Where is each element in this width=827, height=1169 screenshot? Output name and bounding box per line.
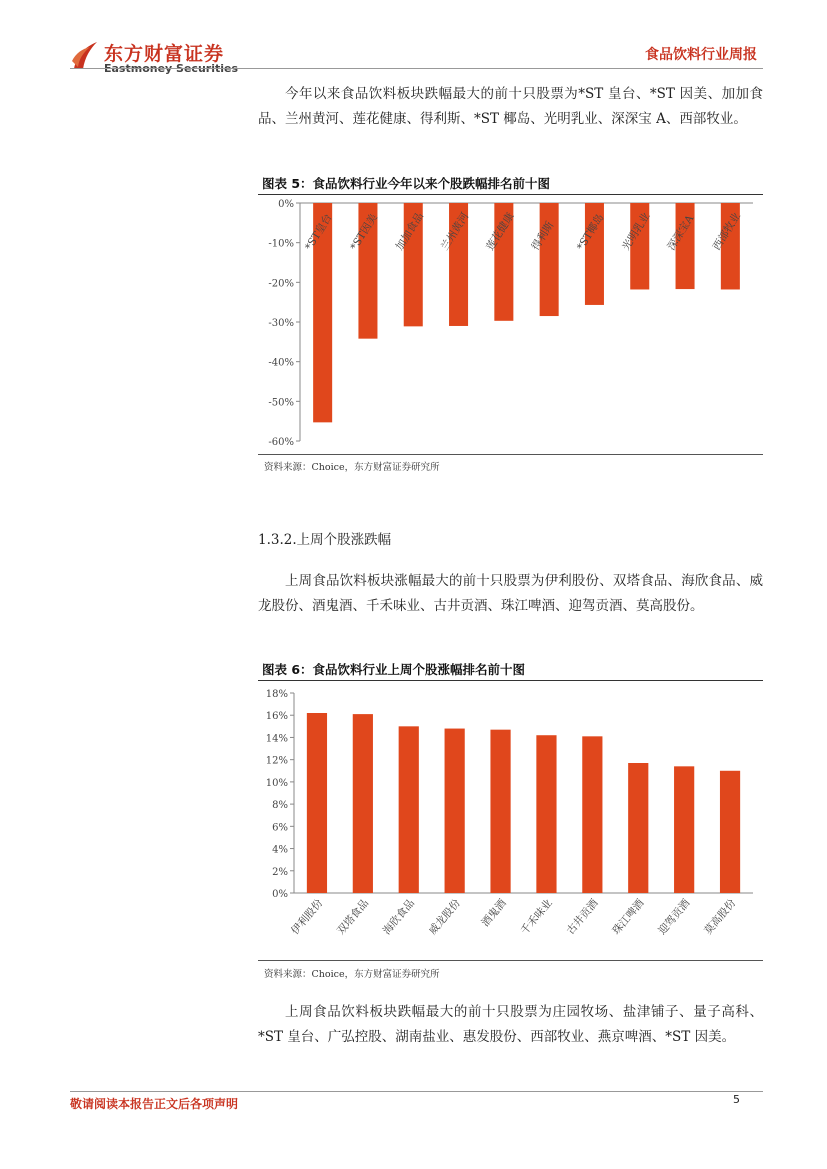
x-tick-label: 伊利股份: [289, 897, 326, 938]
x-tick-label: 双塔食品: [334, 897, 372, 938]
figure6-bar-chart: [258, 681, 763, 959]
bar: [445, 729, 465, 893]
bar: [628, 763, 648, 893]
bar: [490, 730, 510, 893]
x-tick-label: *ST因美: [348, 211, 380, 253]
y-tick-label: 0%: [272, 889, 288, 900]
figure5-bar-chart: [258, 195, 763, 453]
x-tick-label: 酒鬼酒: [479, 897, 509, 930]
y-tick-label: 4%: [272, 844, 288, 856]
y-tick-label: -30%: [268, 318, 294, 329]
y-tick-label: -20%: [268, 278, 294, 290]
paragraph-weekly-gainers: 上周食品饮料板块涨幅最大的前十只股票为伊利股份、双塔食品、海欣食品、威龙股份、酒鬼酒、千禾味业、古井贡酒、珠江啤酒、迎驾贡酒、莫高股份。: [258, 573, 763, 614]
x-tick-label: 海欣食品: [380, 897, 418, 938]
figure5-source: 资料来源：Choice，东方财富证券研究所: [264, 462, 440, 473]
figure6-bottom-rule: [258, 960, 763, 961]
y-tick-label: 16%: [265, 711, 288, 723]
x-tick-label: 加加食品: [393, 210, 427, 253]
bar: [399, 726, 419, 893]
logo-chinese-name: 东方财富证券: [104, 43, 225, 65]
y-tick-label: -60%: [268, 437, 294, 448]
x-tick-label: 古井贡酒: [564, 897, 601, 938]
bar: [674, 766, 694, 893]
bar: [582, 736, 602, 893]
x-tick-label: 深深宝A: [665, 213, 697, 253]
x-tick-label: 西部牧业: [710, 210, 744, 253]
footer-disclaimer: 敬请阅读本报告正文后各项声明: [70, 1097, 239, 1111]
x-tick-label: 迎驾贡酒: [656, 897, 693, 938]
x-tick-label: 莫高股份: [702, 897, 739, 938]
y-tick-label: -10%: [268, 238, 294, 250]
x-tick-label: 得利斯: [529, 219, 557, 253]
report-type: 食品饮料行业周报: [645, 47, 757, 63]
y-tick-label: 18%: [265, 689, 288, 700]
header-divider: [70, 68, 763, 69]
x-tick-label: 威龙股份: [426, 897, 463, 938]
footer-divider: [70, 1091, 763, 1092]
x-tick-label: 珠江啤酒: [610, 897, 647, 938]
company-logo: [70, 37, 250, 81]
paragraph-ytd-decliners: 今年以来食品饮料板块跌幅最大的前十只股票为*ST 皇台、*ST 因美、加加食品、兰州黄河、莲花健康、得利斯、*ST 椰岛、光明乳业、深深宝 A、西部牧业。: [258, 86, 763, 127]
figure6-caption: 图表 6：食品饮料行业上周个股涨幅排名前十图: [262, 662, 526, 677]
y-tick-label: 2%: [272, 866, 288, 878]
paragraph-weekly-decliners: 上周食品饮料板块跌幅最大的前十只股票为庄园牧场、盐津铺子、量子高科、*ST 皇台、广弘控股、湖南盐业、惠发股份、西部牧业、燕京啤酒、*ST 因美。: [258, 1004, 763, 1045]
bar: [307, 713, 327, 893]
y-tick-label: 0%: [278, 199, 294, 210]
y-tick-label: -50%: [268, 397, 294, 409]
x-tick-label: 光明乳业: [620, 210, 653, 253]
x-tick-label: 兰州黄河: [438, 210, 472, 253]
x-tick-label: 莲花健康: [484, 210, 517, 253]
figure5-bottom-rule: [258, 454, 763, 455]
logo-english-name: Eastmoney Securities: [104, 62, 239, 75]
bar: [540, 203, 559, 316]
figure5-caption: 图表 5：食品饮料行业今年以来个股跌幅排名前十图: [262, 176, 551, 191]
x-tick-label: 千禾味业: [518, 897, 555, 938]
y-tick-label: 8%: [272, 800, 288, 812]
y-tick-label: 14%: [265, 733, 288, 745]
page-number: 5: [733, 1093, 740, 1106]
x-tick-label: *ST椰岛: [574, 211, 607, 253]
bar: [353, 714, 373, 893]
y-tick-label: 6%: [272, 822, 288, 834]
y-tick-label: 12%: [265, 755, 288, 767]
y-tick-label: 10%: [265, 777, 288, 789]
y-tick-label: -40%: [268, 357, 294, 369]
figure6-source: 资料来源：Choice，东方财富证券研究所: [264, 969, 440, 980]
x-tick-label: *ST皇台: [303, 211, 335, 253]
bar: [720, 771, 740, 893]
bar: [536, 735, 556, 893]
section-heading: 1.3.2.上周个股涨跌幅: [258, 532, 392, 548]
